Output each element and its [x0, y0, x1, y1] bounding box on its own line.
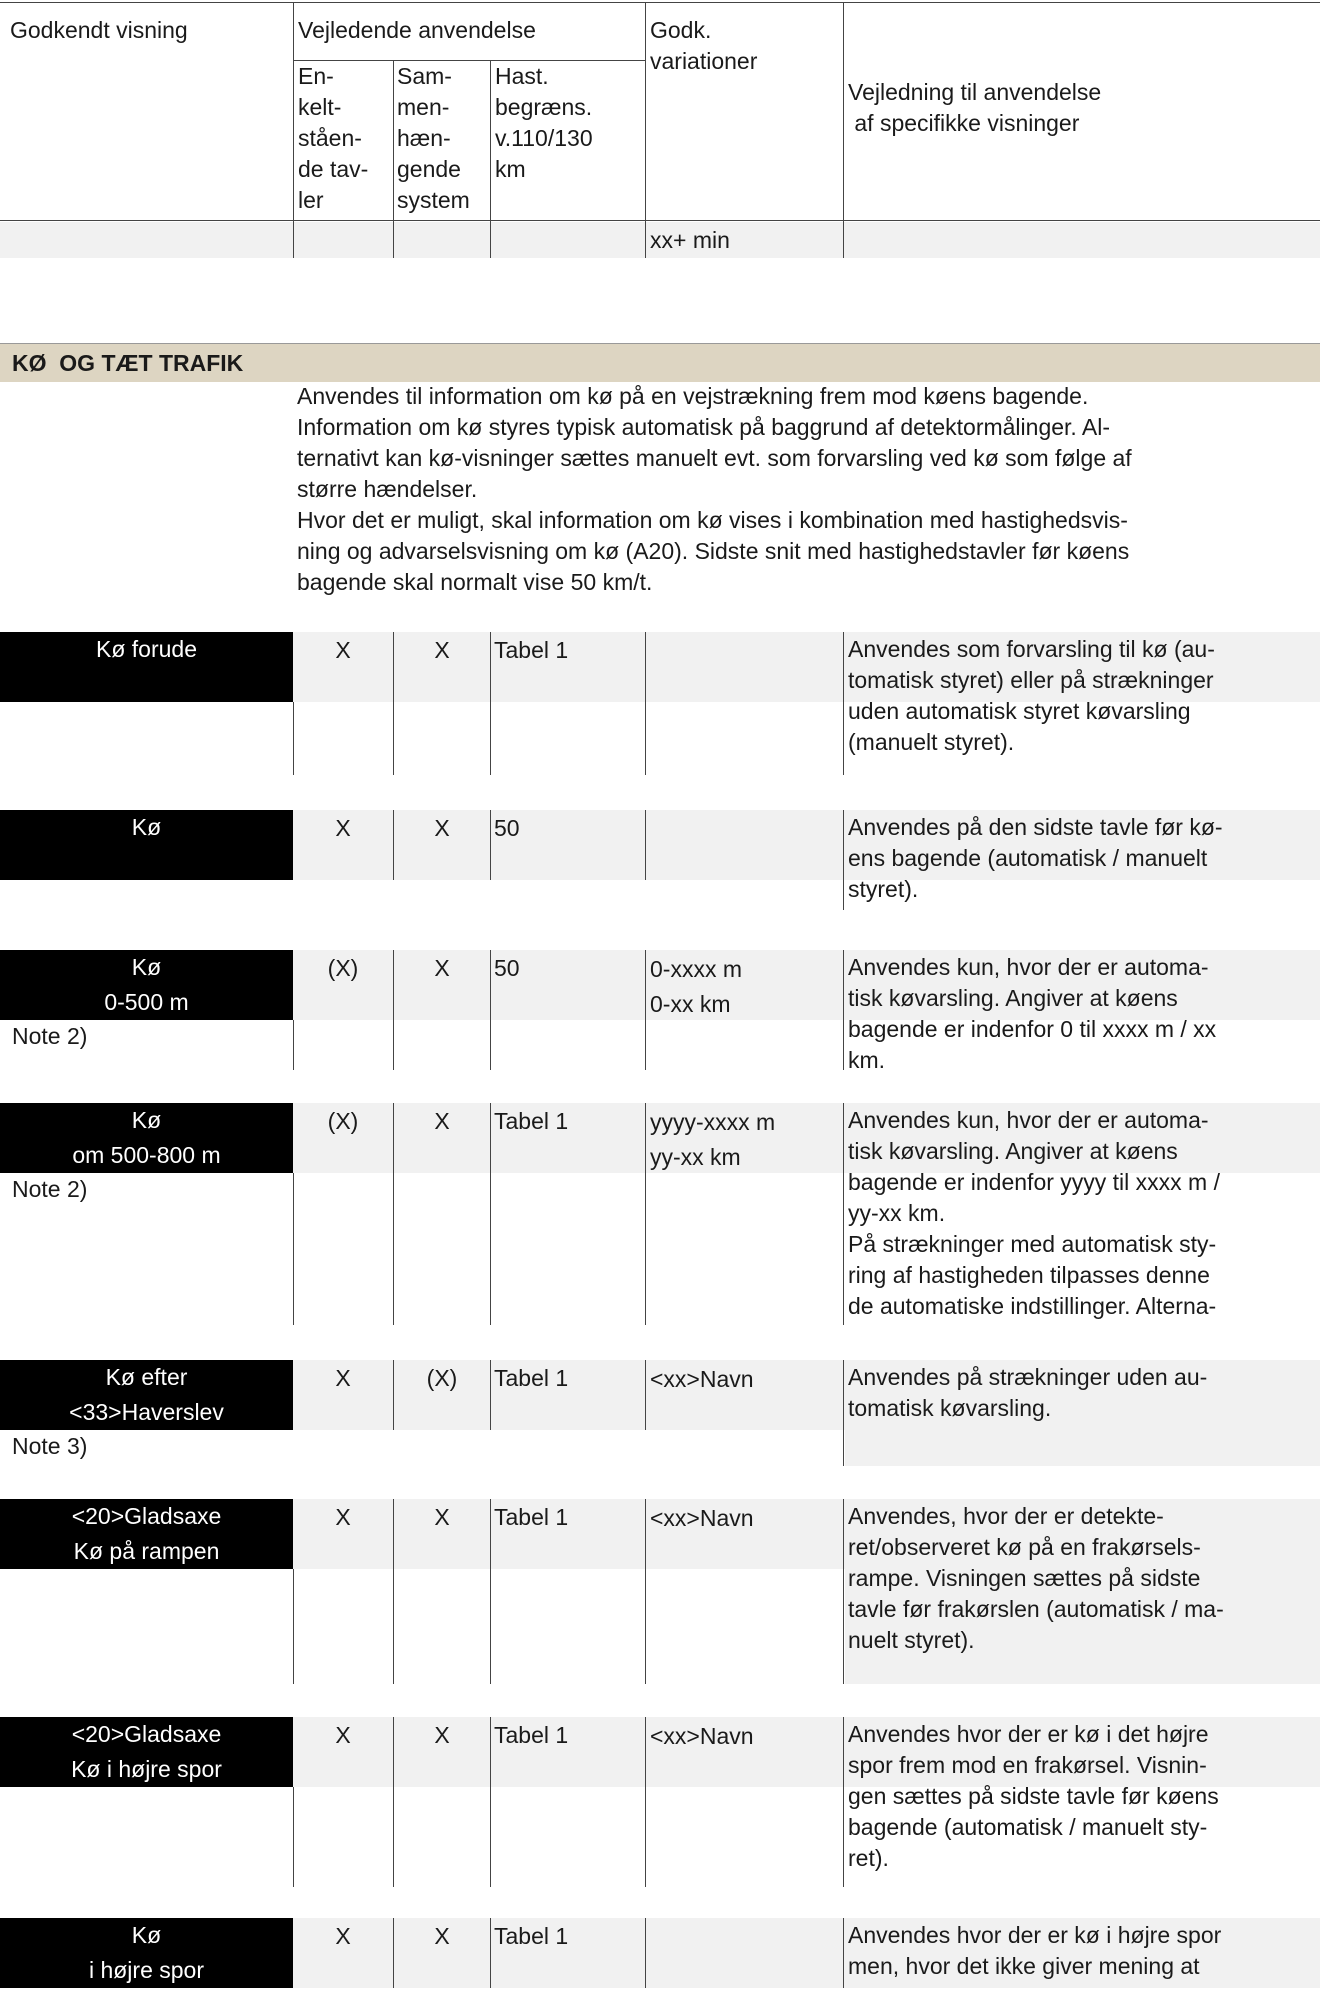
speed-limit-value: Tabel 1 [494, 1722, 569, 1748]
col-divider [490, 1717, 491, 1887]
col-divider [490, 1360, 491, 1430]
header-approved-display: Godkendt visning [10, 17, 188, 43]
single-signs-mark: X [335, 1504, 351, 1530]
col-divider [645, 632, 646, 775]
col-divider [490, 1103, 491, 1325]
section-rule [0, 343, 1320, 344]
col-divider [843, 222, 844, 258]
col-divider [393, 1918, 394, 1988]
col-divider [393, 60, 394, 222]
col-divider [645, 1360, 646, 1430]
col-divider [843, 632, 844, 775]
system-mark: X [434, 1923, 450, 1949]
col-divider [490, 632, 491, 775]
section-intro: Anvendes til information om kø på en vejstrækning frem mod køens bagende. Information om kø styres typisk automatisk på baggrund af detektormålinger. Al- ternativt kan kø-visninger sættes manuelt evt. som forvarsling ved kø som følge af større hændelser. Hvor det er muligt, skal information om kø vises i kombination med hastighedsvis- ning og advarselsvisning om kø (A20). Sidste snit med hastighedstavler før køens bagende skal normalt vise 50 km/t. [297, 383, 1132, 595]
note-ref: Note 2) [12, 1023, 88, 1049]
variations: <xx>Navn [650, 1366, 754, 1392]
col-divider [843, 1717, 844, 1887]
header-single-signs: En- kelt- ståen- de tav- ler [298, 63, 369, 213]
col-divider [843, 810, 844, 910]
variations: 0-xxxx m 0-xx km [650, 956, 742, 1017]
guidance-text: Anvendes som forvarsling til kø (au- tomatisk styret) eller på strækninger uden automatisk styret køvarsling (manuelt styret). [848, 636, 1215, 755]
col-divider [393, 950, 394, 1070]
system-mark: X [434, 955, 450, 981]
col-divider [645, 2, 646, 222]
single-signs-mark: X [335, 1365, 351, 1391]
col-divider [645, 810, 646, 880]
guidance-text: Anvendes hvor der er kø i det højre spor frem mod en frakørsel. Visnin- gen sættes på sidste tavle før køens bagende (automatisk / manuelt sty- ret). [848, 1721, 1219, 1871]
col-divider [645, 1499, 646, 1684]
vms-display: Kø [0, 810, 293, 880]
speed-limit-value: 50 [494, 815, 520, 841]
vms-display: Kø om 500-800 m [0, 1103, 293, 1173]
system-mark: X [434, 815, 450, 841]
col-divider [293, 2, 294, 222]
system-mark: X [434, 1108, 450, 1134]
note-ref: Note 2) [12, 1176, 88, 1202]
col-divider [393, 632, 394, 775]
col-divider [490, 810, 491, 880]
col-divider [393, 222, 394, 258]
col-divider [645, 950, 646, 1070]
header-speed-limit: Hast. begræns. v.110/130 km [495, 63, 593, 182]
speed-limit-value: Tabel 1 [494, 1108, 569, 1134]
variations: <xx>Navn [650, 1723, 754, 1749]
speed-limit-value: Tabel 1 [494, 637, 569, 663]
guidance-text: Anvendes på strækninger uden au- tomatisk køvarsling. [848, 1364, 1208, 1421]
header-approved-variations: Godk. variationer [650, 17, 758, 74]
system-mark: (X) [426, 1365, 458, 1391]
guidance-text: Anvendes, hvor der er detekte- ret/observeret kø på en frakørsels- rampe. Visningen sættes på sidste tavle før frakørslen (automatisk / ma- nuelt styret). [848, 1503, 1224, 1653]
col-divider [393, 810, 394, 880]
header-connected-system: Sam- men- hæn- gende system [397, 63, 470, 213]
col-divider [645, 1717, 646, 1887]
single-signs-mark: (X) [327, 1108, 359, 1134]
variations: yyyy-xxxx m yy-xx km [650, 1109, 776, 1170]
speed-limit-value: Tabel 1 [494, 1365, 569, 1391]
vms-display: Kø 0-500 m [0, 950, 293, 1020]
col-divider [393, 1103, 394, 1325]
speed-limit-value: Tabel 1 [494, 1923, 569, 1949]
col-divider [293, 702, 294, 775]
variations: <xx>Navn [650, 1505, 754, 1531]
col-divider [843, 1499, 844, 1684]
carry-over-variation: xx+ min [650, 227, 730, 253]
single-signs-mark: X [335, 1923, 351, 1949]
vms-display: Kø i højre spor [0, 1918, 293, 1988]
guidance-text: Anvendes kun, hvor der er automa- tisk køvarsling. Angiver at køens bagende er indenfor yyyy til xxxx m / yy-xx km. På strækninger med automatisk sty- ring af hastigheden tilpasses denne de automatiske indstillinger. Alterna- [848, 1107, 1220, 1319]
single-signs-mark: X [335, 815, 351, 841]
speed-limit-value: Tabel 1 [494, 1504, 569, 1530]
section-title: KØ OG TÆT TRAFIK [12, 350, 244, 376]
col-divider [645, 1918, 646, 1988]
vms-display: <20>Gladsaxe Kø på rampen [0, 1499, 293, 1569]
col-divider [645, 222, 646, 258]
col-divider [490, 1918, 491, 1988]
single-signs-mark: X [335, 637, 351, 663]
vms-display: Kø forude [0, 632, 293, 702]
col-divider [293, 1173, 294, 1325]
note-ref: Note 3) [12, 1433, 88, 1459]
guidance-text: Anvendes hvor der er kø i højre spor men, hvor det ikke giver mening at [848, 1922, 1222, 1979]
system-mark: X [434, 1504, 450, 1530]
col-divider [490, 222, 491, 258]
speed-limit-value: 50 [494, 955, 520, 981]
col-divider [293, 1787, 294, 1887]
single-signs-mark: X [335, 1722, 351, 1748]
col-divider [490, 950, 491, 1070]
single-signs-mark: (X) [327, 955, 359, 981]
header-guidance: Vejledning til anvendelse af specifikke visninger [848, 79, 1102, 136]
col-divider [293, 222, 294, 258]
col-divider [293, 1569, 294, 1684]
guidance-text: Anvendes på den sidste tavle før kø- ens bagende (automatisk / manuelt styret). [848, 814, 1223, 902]
col-divider [843, 1918, 844, 1988]
col-divider [490, 60, 491, 222]
col-divider [843, 1103, 844, 1325]
system-mark: X [434, 1722, 450, 1748]
col-divider [843, 950, 844, 1070]
col-divider [843, 2, 844, 222]
col-divider [393, 1360, 394, 1430]
vms-display: Kø efter <33>Haverslev [0, 1360, 293, 1430]
col-divider [293, 1020, 294, 1070]
col-divider [843, 1360, 844, 1466]
col-divider [393, 1499, 394, 1684]
col-divider [393, 1717, 394, 1887]
col-divider [645, 1103, 646, 1325]
system-mark: X [434, 637, 450, 663]
header-bottom-rule [0, 220, 1320, 221]
row-band [845, 1430, 1320, 1466]
header-top-rule [0, 2, 1320, 3]
guidance-text: Anvendes kun, hvor der er automa- tisk køvarsling. Angiver at køens bagende er indenfor 0 til xxxx m / xx km. [848, 954, 1217, 1070]
header-recommended-use: Vejledende anvendelse [298, 17, 536, 43]
vms-display: <20>Gladsaxe Kø i højre spor [0, 1717, 293, 1787]
col-divider [490, 1499, 491, 1684]
